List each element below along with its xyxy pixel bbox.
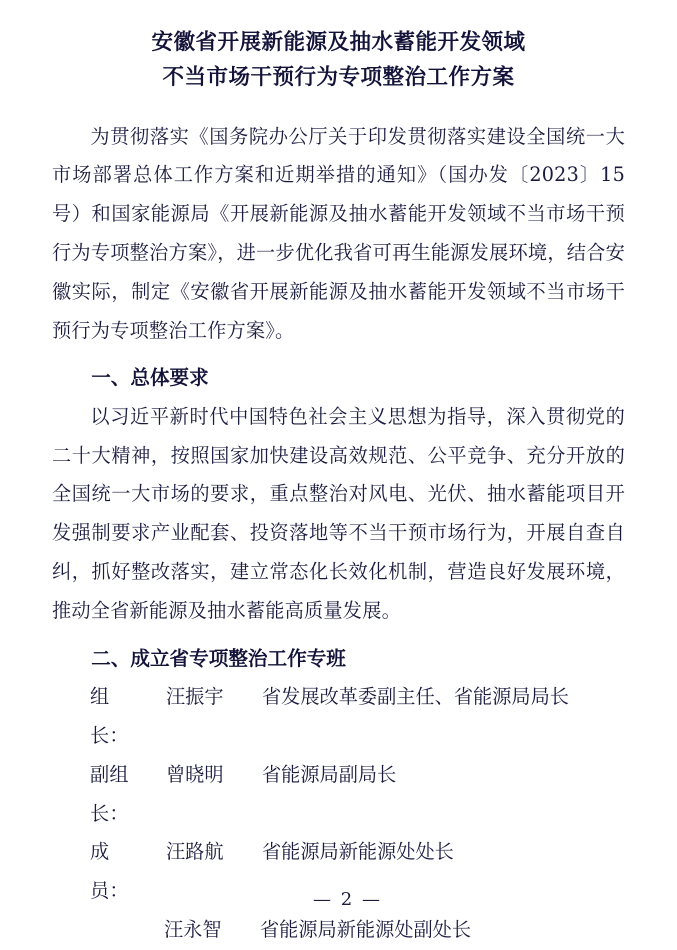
roster-member-title: 省发展改革委副主任、省能源局局长	[262, 685, 569, 709]
roster-member-name: 汪永智	[164, 917, 222, 941]
roster-role-label: 成 员：	[90, 840, 129, 903]
roster-row	[52, 911, 625, 950]
roster-row	[52, 678, 625, 756]
page-title	[52, 0, 625, 96]
roster-member-title: 省能源局新能源处副处长	[260, 917, 472, 941]
page-number-text: — 2 —	[313, 889, 382, 910]
roster-member-title: 省能源局副局长	[262, 762, 397, 786]
page-title-line-2: 不当市场干预行为专项整治工作方案	[162, 64, 515, 90]
roster-role-label: 组 长：	[90, 685, 129, 747]
roster-member-name: 汪路航	[166, 840, 224, 864]
page-number	[0, 889, 677, 910]
roster-role-label: 副组长：	[90, 762, 129, 825]
section-heading-work-team: 二、成立省专项整治工作专班	[91, 646, 346, 670]
document-body	[52, 118, 625, 950]
section-heading-overall-requirements: 一、总体要求	[91, 366, 209, 390]
roster-member-name: 汪振宇	[166, 685, 224, 709]
roster-row	[52, 756, 625, 834]
intro-paragraph: 为贯彻落实《国务院办公厅关于印发贯彻落实建设全国统一大市场部署总体工作方案和近期举措的通知》（国办发〔2023〕15 号）和国家能源局《开展新能源及抽水蓄能开发领域不当市场干预行为专项整治方案》，进一步优化我省可再生能源发展环境，结合安徽实际，制定《安徽省开展新能源及抽水蓄能开发领域不当市场干预行为专项整治工作方案》。	[52, 124, 625, 342]
roster-member-title: 省能源局新能源处处长	[262, 840, 454, 864]
section-paragraph-overall-requirements: 以习近平新时代中国特色社会主义思想为指导，深入贯彻党的二十大精神，按照国家加快建设高效规范、公平竞争、充分开放的全国统一大市场的要求，重点整治对风电、光伏、抽水蓄能项目开发强制要求产业配套、投资落地等不当干预市场行为，开展自查自纠，抓好整改落实，建立常态化长效化机制，营造良好发展环境，推动全省新能源及抽水蓄能高质量发展。	[52, 404, 625, 622]
roster-member-name: 曾晓明	[166, 762, 224, 786]
page-title-line-1: 安徽省开展新能源及抽水蓄能开发领域	[151, 30, 526, 55]
